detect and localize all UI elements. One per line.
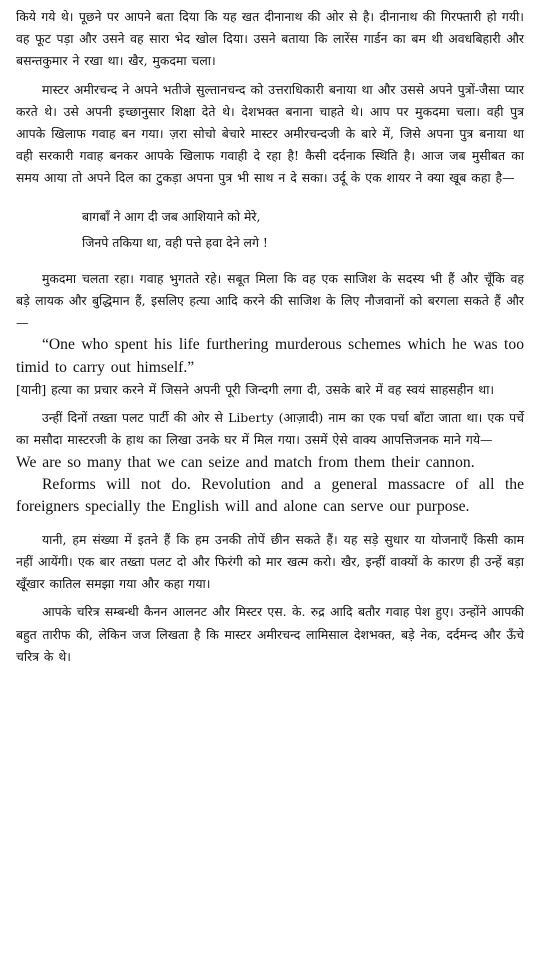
paragraph-1: किये गये थे। पूछने पर आपने बता दिया कि यह खत दीनानाथ की ओर से है। दीनानाथ की गिरफ्तारी हो गयी। वह फूट पड़ा और उसने वह सारा भेद खोल दिया। उसने बताया कि लारेंस गार्डन का बम थी अवधबिहारी और बसन्तकुमार ने रखा था। खैर, मुकदमा चला। (16, 9, 524, 69)
couplet-line-2: जिनपे तकिया था, वही पत्ते हवा देने लगे ! (82, 234, 268, 250)
paragraph-6: यानी, हम संख्या में इतने हैं कि हम उनकी तोपें छीन सकते हैं। यह सड़े सुधार या योजनाएँ किसी काम नहीं आयेंगी। एक बार तख्ता पलट दो और फिरंगी को मार खत्म करो। खैर, इन्हीं वाक्यों के कारण ही उन्हें बड़ा खूँखार कातिल समझा गया और कहा गया। (16, 531, 524, 592)
urdu-couplet (82, 204, 524, 256)
document-page (16, 6, 524, 668)
paragraph-5: उन्हीं दिनों तख्ता पलट पार्टी की ओर से Liberty (आज़ादी) नाम का एक पर्चा बाँटा जाता था। एक पर्चे का मसौदा मास्टरजी के हाथ का लिखा उनके घर में मिल गया। उसमें ऐसे वाक्य आपत्तिजनक माने गये— (16, 410, 524, 448)
paragraph-4: [यानी] हत्या का प्रचार करने में जिसने अपनी पूरी जिन्दगी लगा दी, उसके बारे में वह स्वयं साहसहीन था। (16, 382, 495, 398)
paragraph-7: आपके चरित्र सम्बन्धी कैनन आलनट और मिस्टर एस. के. रुद्र आदि बतौर गवाह पेश हुए। उन्होंने आपकी बहुत तारीफ की, लेकिन जज लिखता है कि मास्टर अमीरचन्द लामिसाल देशभक्त, बड़े नेक, दर्दमन्द और ऊँचे चरित्र के थे। (16, 604, 524, 664)
couplet-line-1: बागबाँ ने आग दी जब आशियाने को मेरे, (82, 208, 261, 224)
paragraph-2: मास्टर अमीरचन्द ने अपने भतीजे सुल्तानचन्द को उत्तराधिकारी बनाया था और उससे अपने पुत्रों-जैसा प्यार करते थे। उसे अपनी इच्छानुसार शिक्षा देते थे। देशभक्त बनाना चाहते थे। आप पर मुकदमा चला। वही पुत्र आपके खिलाफ गवाह बन गया। ज़रा सोचो बेचारे मास्टर अमीरचन्दजी के बारे में, जिसे अपना पुत्र बनाया था वही सरकारी गवाह बनकर आपके खिलाफ गवाही दे रहा है! कैसी दर्दनाक स्थिति है। आज जब मुसीबत का समय आया तो अपने दिल का टुकड़ा अपना पुत्र भी साथ न दे सका। उर्दू के एक शायर ने क्या खूब कहा है— (16, 81, 524, 186)
paragraph-3: मुकदमा चलता रहा। गवाह भुगतते रहे। सबूत मिला कि वह एक साजिश के सदस्य भी हैं और चूँकि वह बड़े लायक और बुद्धिमान हैं, इसलिए हत्या आदि करने की साजिश के लिए नौजवानों को बरगला सकते हैं और— (16, 270, 524, 331)
english-quote-2: We are so many that we can seize and match from them their cannon. (16, 453, 475, 471)
english-quote-1: “One who spent his life furthering murderous schemes which he was too timid to carry out himself.” (16, 336, 524, 376)
english-quote-3: Reforms will not do. Revolution and a general massacre of all the foreigners specially the English will and alone can serve our purpose. (16, 476, 524, 516)
